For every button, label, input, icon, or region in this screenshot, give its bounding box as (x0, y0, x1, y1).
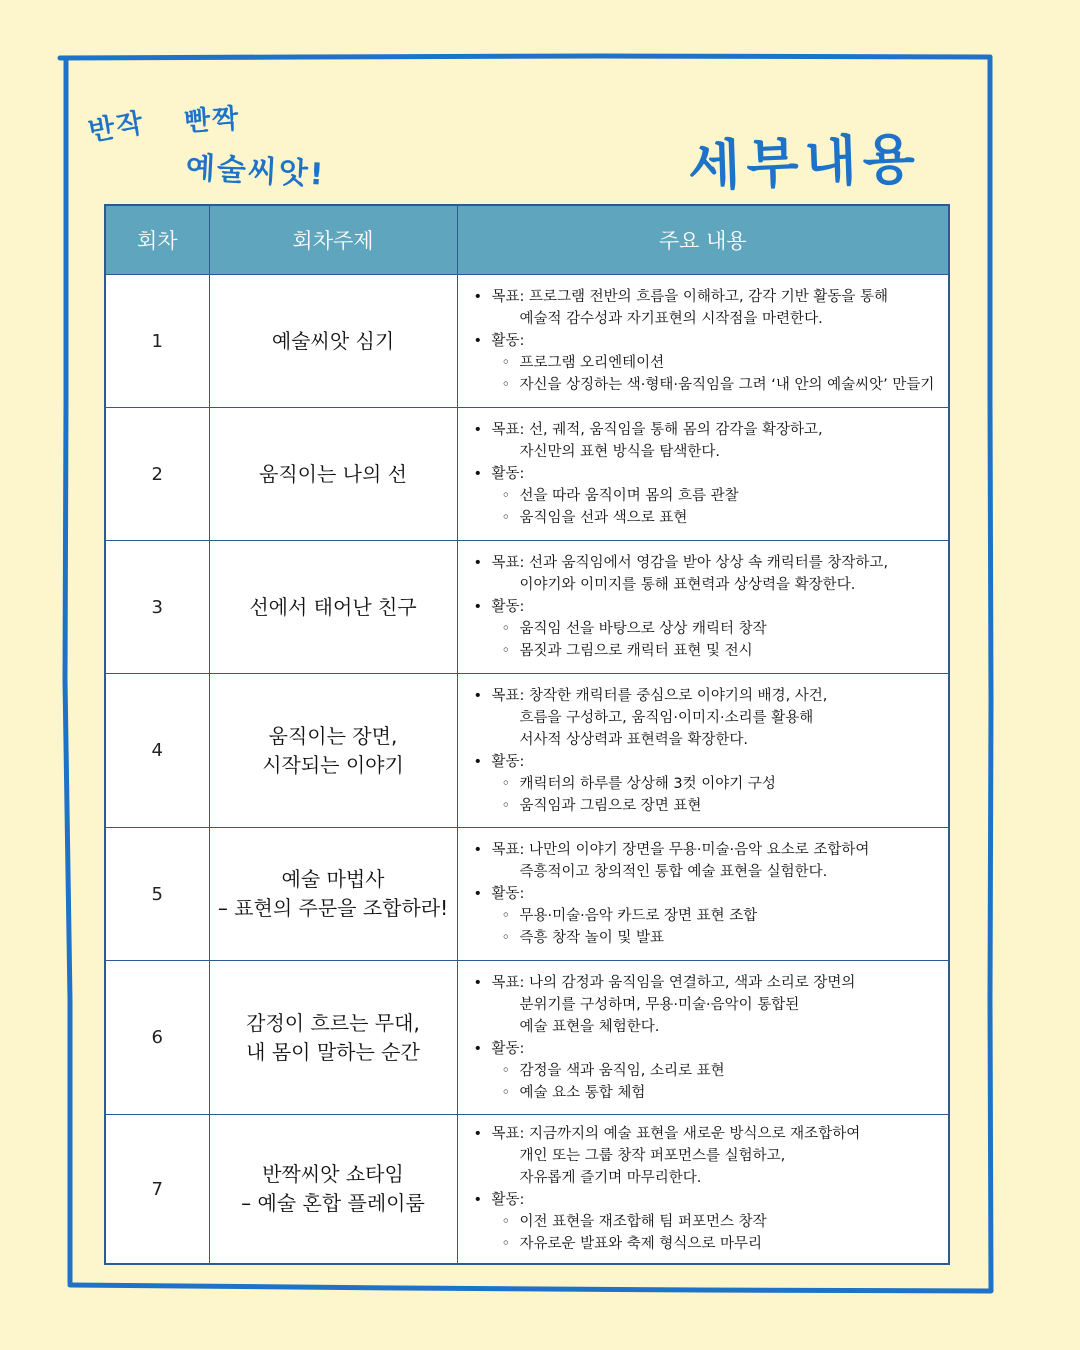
session-content (457, 1115, 949, 1265)
goal-label: 목표: (491, 555, 525, 571)
activity-label: 활동: (491, 333, 525, 349)
goal-line (492, 685, 941, 707)
activity-item (474, 485, 941, 507)
activity-item (474, 618, 941, 640)
activity-item (474, 640, 941, 662)
activity-text: 예술 요소 통합 체험 (519, 1084, 646, 1101)
bullet-icon: • (473, 687, 483, 704)
activity-item (474, 795, 941, 817)
session-topic (209, 408, 457, 541)
goal-line (492, 972, 941, 994)
table-row (105, 674, 949, 828)
activity-text: 이전 표현을 재조합해 팀 퍼포먼스 창작 (519, 1214, 767, 1230)
goal-line (492, 441, 941, 463)
bullet-icon: • (473, 842, 483, 858)
circle-bullet-icon: ◦ (501, 643, 511, 659)
activity-item (474, 1082, 941, 1104)
table-row (105, 408, 949, 541)
topic-line: 예술씨앗 심기 (271, 328, 395, 353)
session-content (457, 408, 949, 541)
goal-line (492, 286, 941, 308)
goal-text: 선과 움직임에서 영감을 받아 상상 속 캐릭터를 창작하고, (529, 555, 889, 571)
activity-label: 활동: (491, 1040, 525, 1057)
session-number: 5 (105, 828, 209, 961)
goal-line (492, 1145, 941, 1167)
circle-bullet-icon: ◦ (501, 355, 511, 371)
bullet-icon: • (473, 1040, 483, 1057)
session-number: 7 (105, 1115, 209, 1265)
goal-line (492, 308, 941, 330)
activity-text: 몸짓과 그림으로 캐릭터 표현 및 전시 (519, 643, 753, 659)
activity-text: 감정을 색과 움직임, 소리로 표현 (519, 1062, 725, 1079)
circle-bullet-icon: ◦ (501, 1214, 511, 1230)
table-row (105, 541, 949, 674)
goal-label: 목표: (491, 289, 525, 305)
goal-line (492, 1016, 941, 1038)
goal-text: 지금까지의 예술 표현을 새로운 방식으로 재조합하여 (529, 1126, 861, 1142)
topic-line: 감정이 흐르는 무대, (246, 1010, 420, 1035)
activity-item (474, 507, 941, 529)
activity-heading (474, 596, 941, 618)
table-header-row (105, 205, 949, 275)
goal-line (492, 861, 941, 883)
activity-item (474, 374, 941, 396)
goal-text: 자유롭게 즐기며 마무리한다. (519, 1170, 702, 1186)
activity-text: 캐릭터의 하루를 상상해 3컷 이야기 구성 (519, 775, 776, 792)
activity-item (474, 773, 941, 795)
header-content: 주요 내용 (457, 205, 949, 275)
bullet-icon: • (473, 466, 483, 482)
activity-text: 자신을 상징하는 색·형태·움직임을 그려 ‘내 안의 예술씨앗’ 만들기 (519, 377, 935, 393)
goal-text: 선, 궤적, 움직임을 통해 몸의 감각을 확장하고, (529, 422, 823, 438)
topic-line: 움직이는 나의 선 (259, 461, 407, 486)
activity-item (474, 1060, 941, 1082)
session-content (457, 828, 949, 961)
circle-bullet-icon: ◦ (501, 775, 511, 792)
session-content (457, 275, 949, 408)
bullet-icon: • (473, 555, 483, 571)
activity-label: 활동: (491, 886, 525, 902)
activity-heading (474, 330, 941, 352)
session-number: 3 (105, 541, 209, 674)
goal-label: 목표: (491, 687, 525, 704)
goal-text: 프로그램 전반의 흐름을 이해하고, 감각 기반 활동을 통해 (529, 289, 889, 305)
session-content (457, 961, 949, 1115)
goal-text: 이야기와 이미지를 통해 표현력과 상상력을 확장한다. (519, 577, 856, 593)
activity-item (474, 927, 941, 949)
bullet-icon: • (473, 886, 483, 902)
page-title: 세부내용 (687, 126, 922, 199)
topic-line: – 예술 혼합 플레이룸 (241, 1191, 425, 1215)
session-topic (209, 961, 457, 1115)
bullet-icon: • (473, 1192, 483, 1208)
activity-label: 활동: (491, 466, 525, 482)
circle-bullet-icon: ◦ (501, 1236, 511, 1252)
topic-line: 내 몸이 말하는 순간 (246, 1039, 420, 1064)
goal-item (474, 685, 941, 751)
goal-line (492, 994, 941, 1016)
circle-bullet-icon: ◦ (501, 488, 511, 504)
goal-text: 창작한 캐릭터를 중심으로 이야기의 배경, 사건, (529, 687, 828, 704)
activity-heading (474, 463, 941, 485)
session-topic (209, 1115, 457, 1265)
activity-item (474, 1233, 941, 1255)
activity-text: 즉흥 창작 놀이 및 발표 (519, 930, 664, 946)
topic-line: 움직이는 장면, (268, 723, 398, 748)
goal-line (492, 1123, 941, 1145)
bullet-icon: • (473, 289, 483, 305)
activity-text: 움직임 선을 바탕으로 상상 캐릭터 창작 (519, 621, 767, 637)
goal-text: 자신만의 표현 방식을 탐색한다. (519, 444, 721, 460)
goal-label: 목표: (491, 1126, 525, 1142)
header-session: 회차 (105, 205, 209, 275)
activity-heading (474, 1189, 941, 1211)
activity-text: 자유로운 발표와 축제 형식으로 마무리 (519, 1236, 763, 1252)
goal-text: 흐름을 구성하고, 움직임·이미지·소리를 활용해 (519, 709, 814, 726)
activity-text: 움직임을 선과 색으로 표현 (519, 510, 688, 526)
goal-line (492, 729, 941, 751)
goal-text: 예술적 감수성과 자기표현의 시작점을 마련한다. (519, 311, 823, 327)
goal-item (474, 839, 941, 883)
goal-text: 예술 표현을 체험한다. (519, 1018, 660, 1035)
session-content (457, 674, 949, 828)
goal-label: 목표: (491, 842, 525, 858)
goal-line (492, 552, 941, 574)
activity-text: 움직임과 그림으로 장면 표현 (519, 797, 702, 814)
session-topic (209, 828, 457, 961)
table-row (105, 828, 949, 961)
header-topic: 회차주제 (209, 205, 457, 275)
handwritten-text-2: 빤짝 (183, 103, 242, 138)
bullet-icon: • (473, 1126, 483, 1142)
goal-text: 나의 감정과 움직임을 연결하고, 색과 소리로 장면의 (529, 974, 856, 991)
bullet-icon: • (473, 599, 483, 615)
goal-text: 즉흥적이고 창의적인 통합 예술 표현을 실험한다. (519, 864, 828, 880)
activity-text: 선을 따라 움직이며 몸의 흐름 관찰 (519, 488, 739, 504)
goal-item (474, 286, 941, 330)
circle-bullet-icon: ◦ (501, 1062, 511, 1079)
circle-bullet-icon: ◦ (501, 908, 511, 924)
goal-line (492, 839, 941, 861)
session-topic (209, 674, 457, 828)
goal-item (474, 1123, 941, 1189)
goal-item (474, 972, 941, 1038)
session-number: 1 (105, 275, 209, 408)
goal-label: 목표: (491, 974, 525, 991)
goal-text: 개인 또는 그룹 창작 퍼포먼스를 실험하고, (519, 1148, 786, 1164)
circle-bullet-icon: ◦ (501, 621, 511, 637)
activity-text: 프로그램 오리엔테이션 (519, 355, 665, 371)
topic-line: 반짝씨앗 쇼타임 (262, 1162, 404, 1186)
activity-label: 활동: (491, 1192, 525, 1208)
activity-heading (474, 883, 941, 905)
activity-item (474, 905, 941, 927)
table-row (105, 275, 949, 408)
goal-line (492, 574, 941, 596)
goal-label: 목표: (491, 422, 525, 438)
session-topic (209, 275, 457, 408)
activity-heading (474, 1038, 941, 1060)
goal-line (492, 1167, 941, 1189)
goal-text: 분위기를 구성하며, 무용·미술·음악이 통합된 (519, 996, 800, 1013)
circle-bullet-icon: ◦ (501, 930, 511, 946)
activity-label: 활동: (491, 599, 525, 615)
bullet-icon: • (473, 333, 483, 349)
table-row (105, 1115, 949, 1265)
goal-line (492, 707, 941, 729)
topic-line: – 표현의 주문을 조합하라! (217, 896, 449, 920)
topic-line: 예술 마법사 (281, 867, 385, 891)
activity-text: 무용·미술·음악 카드로 장면 표현 조합 (519, 908, 758, 924)
circle-bullet-icon: ◦ (501, 797, 511, 814)
goal-item (474, 419, 941, 463)
goal-item (474, 552, 941, 596)
activity-item (474, 352, 941, 374)
goal-line (492, 419, 941, 441)
bullet-icon: • (473, 974, 483, 991)
goal-text: 나만의 이야기 장면을 무용·미술·음악 요소로 조합하여 (529, 842, 870, 858)
activity-heading (474, 751, 941, 773)
topic-line: 선에서 태어난 친구 (249, 594, 417, 619)
session-content (457, 541, 949, 674)
handwritten-text-1: 반작 (86, 107, 147, 148)
bullet-icon: • (473, 422, 483, 438)
session-number: 4 (105, 674, 209, 828)
circle-bullet-icon: ◦ (501, 1084, 511, 1101)
session-number: 2 (105, 408, 209, 541)
goal-text: 서사적 상상력과 표현력을 확장한다. (519, 731, 749, 748)
activity-label: 활동: (491, 753, 525, 770)
topic-line: 시작되는 이야기 (262, 752, 404, 777)
session-topic (209, 541, 457, 674)
activity-item (474, 1211, 941, 1233)
circle-bullet-icon: ◦ (501, 377, 511, 393)
handwritten-text-3: 예술씨앗! (184, 150, 327, 193)
table-row (105, 961, 949, 1115)
circle-bullet-icon: ◦ (501, 510, 511, 526)
schedule-table (104, 204, 950, 1265)
session-number: 6 (105, 961, 209, 1115)
bullet-icon: • (473, 753, 483, 770)
